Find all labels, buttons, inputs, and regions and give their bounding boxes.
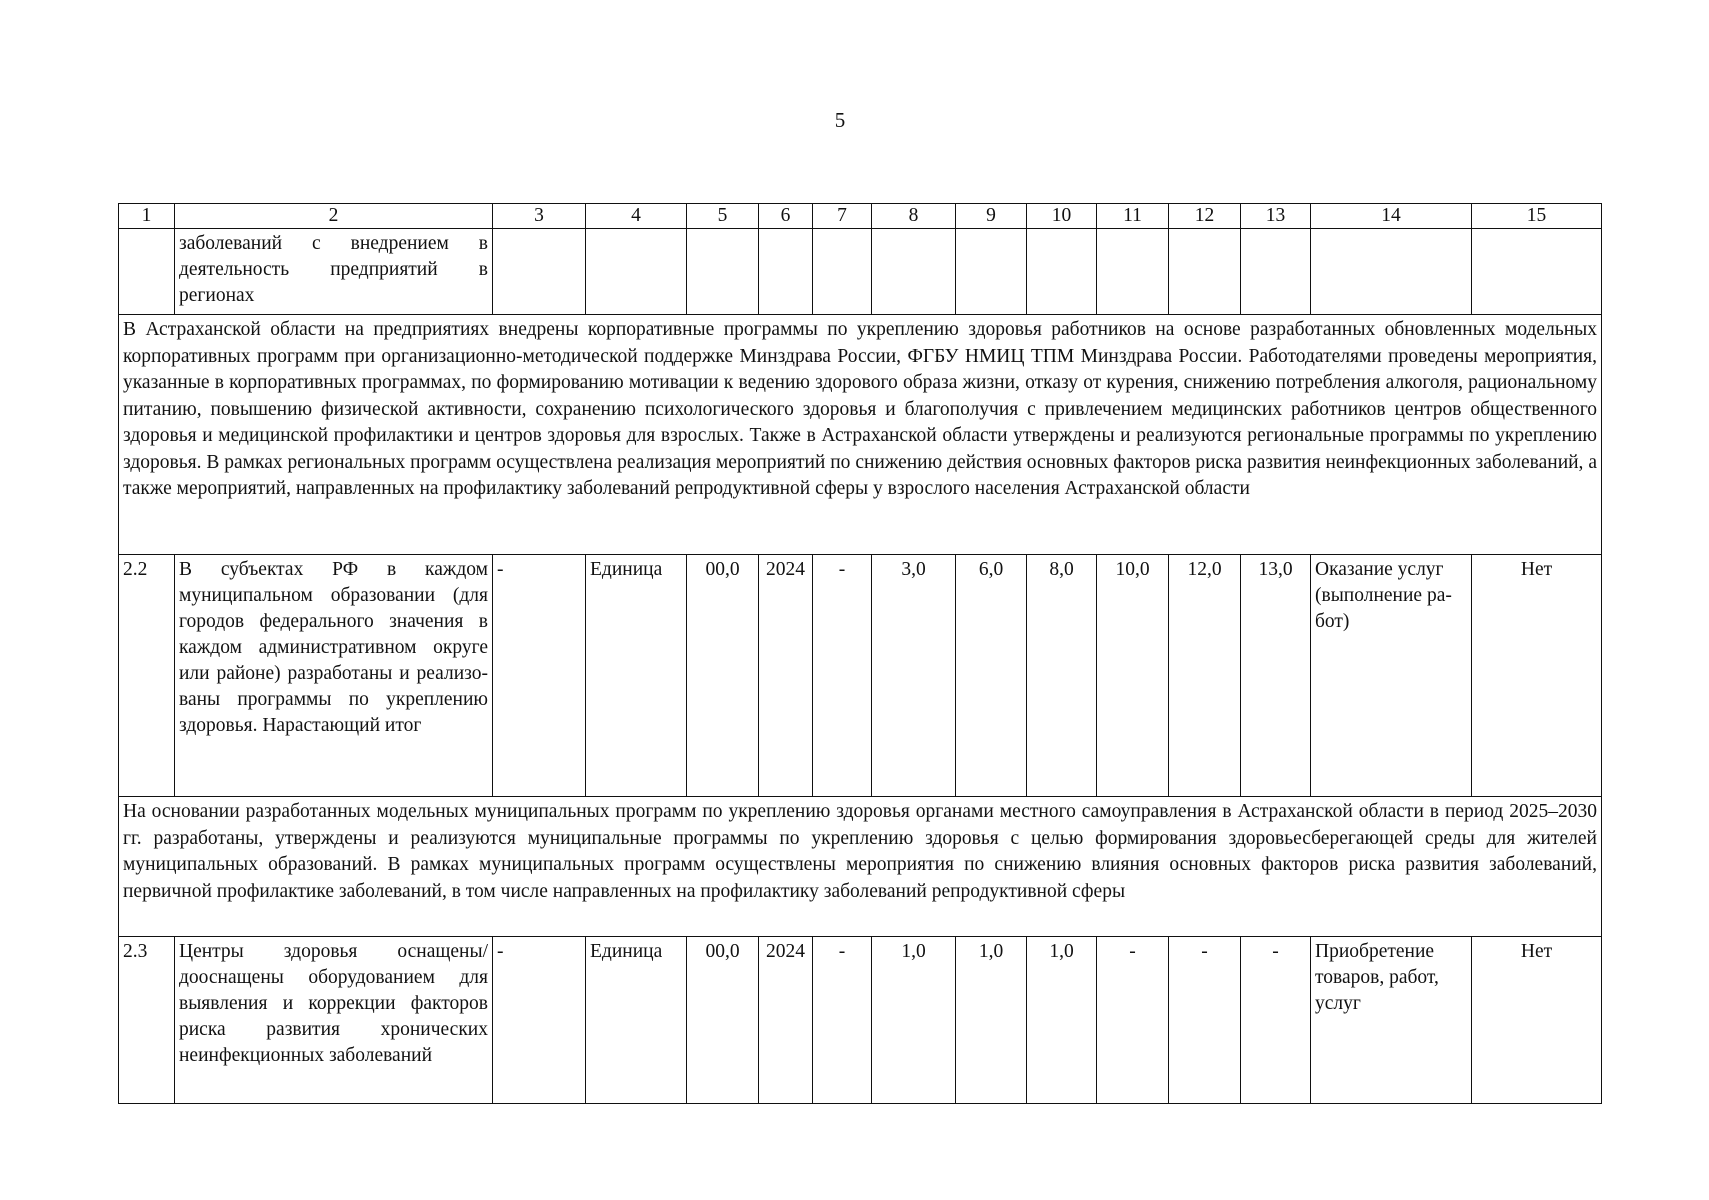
value-cell: - (1169, 937, 1241, 1104)
type-cell: Приобретение товаров, работ, услуг (1311, 937, 1472, 1104)
table-row (119, 937, 1602, 1104)
table-cell (586, 229, 687, 315)
flag-cell: Нет (1472, 555, 1602, 797)
column-header: 10 (1027, 204, 1097, 229)
column-header: 13 (1241, 204, 1311, 229)
table-cell (1097, 229, 1169, 315)
value-cell: 6,0 (956, 555, 1027, 797)
table-cell: - (813, 937, 872, 1104)
page-number: 5 (834, 108, 846, 132)
column-header: 2 (175, 204, 493, 229)
base-year-cell: 2024 (759, 937, 813, 1104)
table-cell (872, 229, 956, 315)
implementation-note: В Астраханской области на предприятиях внедрены корпоративные программы по укреплению здоровья работников на основе разработанных обновленных модельных корпоративных программ при организационно-методической поддержке Минздрава России, ФГБУ НМИЦ ТПМ Минздрава России. Работодателями проведены мероприятия, указанные в корпоративных программах, по формированию мотивации к ведению здорового образа жизни, отказу от курения, снижению потребления алкоголя, рациональному питанию, повышению физической активности, сохранению психологического здоровья и благополучия с привлечением медицинских работников центров общественного здоровья и медицинской профилактики и центров здоровья для взрослых. Также в Астраханской области утверждены и реализуются региональные программы по укреплению здоровья. В рамках региональных программ осуществлена реализация мероприятий по снижению действия основных факторов риска развития неинфекционных заболеваний, а также мероприятий, направленных на профилактику заболеваний репродуктивной сферы у взрослого населения Астраханской области (119, 315, 1602, 555)
column-header: 1 (119, 204, 175, 229)
indicators-table (118, 203, 1602, 1104)
table-cell: - (493, 937, 586, 1104)
table-cell (813, 229, 872, 315)
table-cell: - (493, 555, 586, 797)
value-cell: 13,0 (1241, 555, 1311, 797)
column-header: 4 (586, 204, 687, 229)
table-cell (1169, 229, 1241, 315)
table-cell (1472, 229, 1602, 315)
table-row (119, 555, 1602, 797)
column-header: 5 (687, 204, 759, 229)
value-cell: 10,0 (1097, 555, 1169, 797)
table-cell (687, 229, 759, 315)
table-cell (956, 229, 1027, 315)
column-header: 7 (813, 204, 872, 229)
base-value-cell: 00,0 (687, 555, 759, 797)
column-header: 6 (759, 204, 813, 229)
table-cell (759, 229, 813, 315)
table-cell (1027, 229, 1097, 315)
table-cell (119, 229, 175, 315)
column-header: 9 (956, 204, 1027, 229)
column-header: 11 (1097, 204, 1169, 229)
value-cell: 12,0 (1169, 555, 1241, 797)
row-number: 2.2 (119, 555, 175, 797)
table-cell (1241, 229, 1311, 315)
table-cell: - (813, 555, 872, 797)
column-number-row (119, 204, 1602, 229)
type-cell: Оказание услуг (выполнение работ) (1311, 555, 1472, 797)
base-value-cell: 00,0 (687, 937, 759, 1104)
unit-cell: Единица (586, 937, 687, 1104)
indicator-name: В субъектах РФ в каждом муниципальном образовании (для городов федерального значения в каждом административном округе или районе) разработаны и реализованы программы по укреплению здоровья. Нарастающий итог (175, 555, 493, 797)
column-header: 3 (493, 204, 586, 229)
implementation-note: На основании разработанных модельных муниципальных программ по укреплению здоровья органами местного самоуправления в Астраханской области в период 2025–2030 гг. разработаны, утверждены и реализуются муниципальные программы по укреплению здоровья с целью формирования здоровьесберегающей среды для жителей муниципальных образований. В рамках муниципальных программ осуществлены мероприятия по снижению влияния основных факторов риска развития заболеваний, первичной профилактике заболеваний, в том числе направленных на профилактику заболеваний репродуктивной сферы (119, 797, 1602, 937)
value-cell: - (1241, 937, 1311, 1104)
column-header: 15 (1472, 204, 1602, 229)
value-cell: - (1097, 937, 1169, 1104)
value-cell: 1,0 (872, 937, 956, 1104)
value-cell: 1,0 (1027, 937, 1097, 1104)
value-cell: 3,0 (872, 555, 956, 797)
table-note-row (119, 315, 1602, 555)
value-cell: 1,0 (956, 937, 1027, 1104)
indicator-name: заболеваний с внедрением в деятельность предприятий в регионах (175, 229, 493, 315)
value-cell: 8,0 (1027, 555, 1097, 797)
column-header: 8 (872, 204, 956, 229)
base-year-cell: 2024 (759, 555, 813, 797)
table-cell (1311, 229, 1472, 315)
column-header: 14 (1311, 204, 1472, 229)
row-number: 2.3 (119, 937, 175, 1104)
table-cell (493, 229, 586, 315)
table-row-continued (119, 229, 1602, 315)
table-note-row (119, 797, 1602, 937)
flag-cell: Нет (1472, 937, 1602, 1104)
unit-cell: Единица (586, 555, 687, 797)
column-header: 12 (1169, 204, 1241, 229)
indicator-name: Центры здоровья оснащены/дооснащены оборудованием для выявления и коррекции факторов риска развития хронических неинфекционных заболеваний (175, 937, 493, 1104)
